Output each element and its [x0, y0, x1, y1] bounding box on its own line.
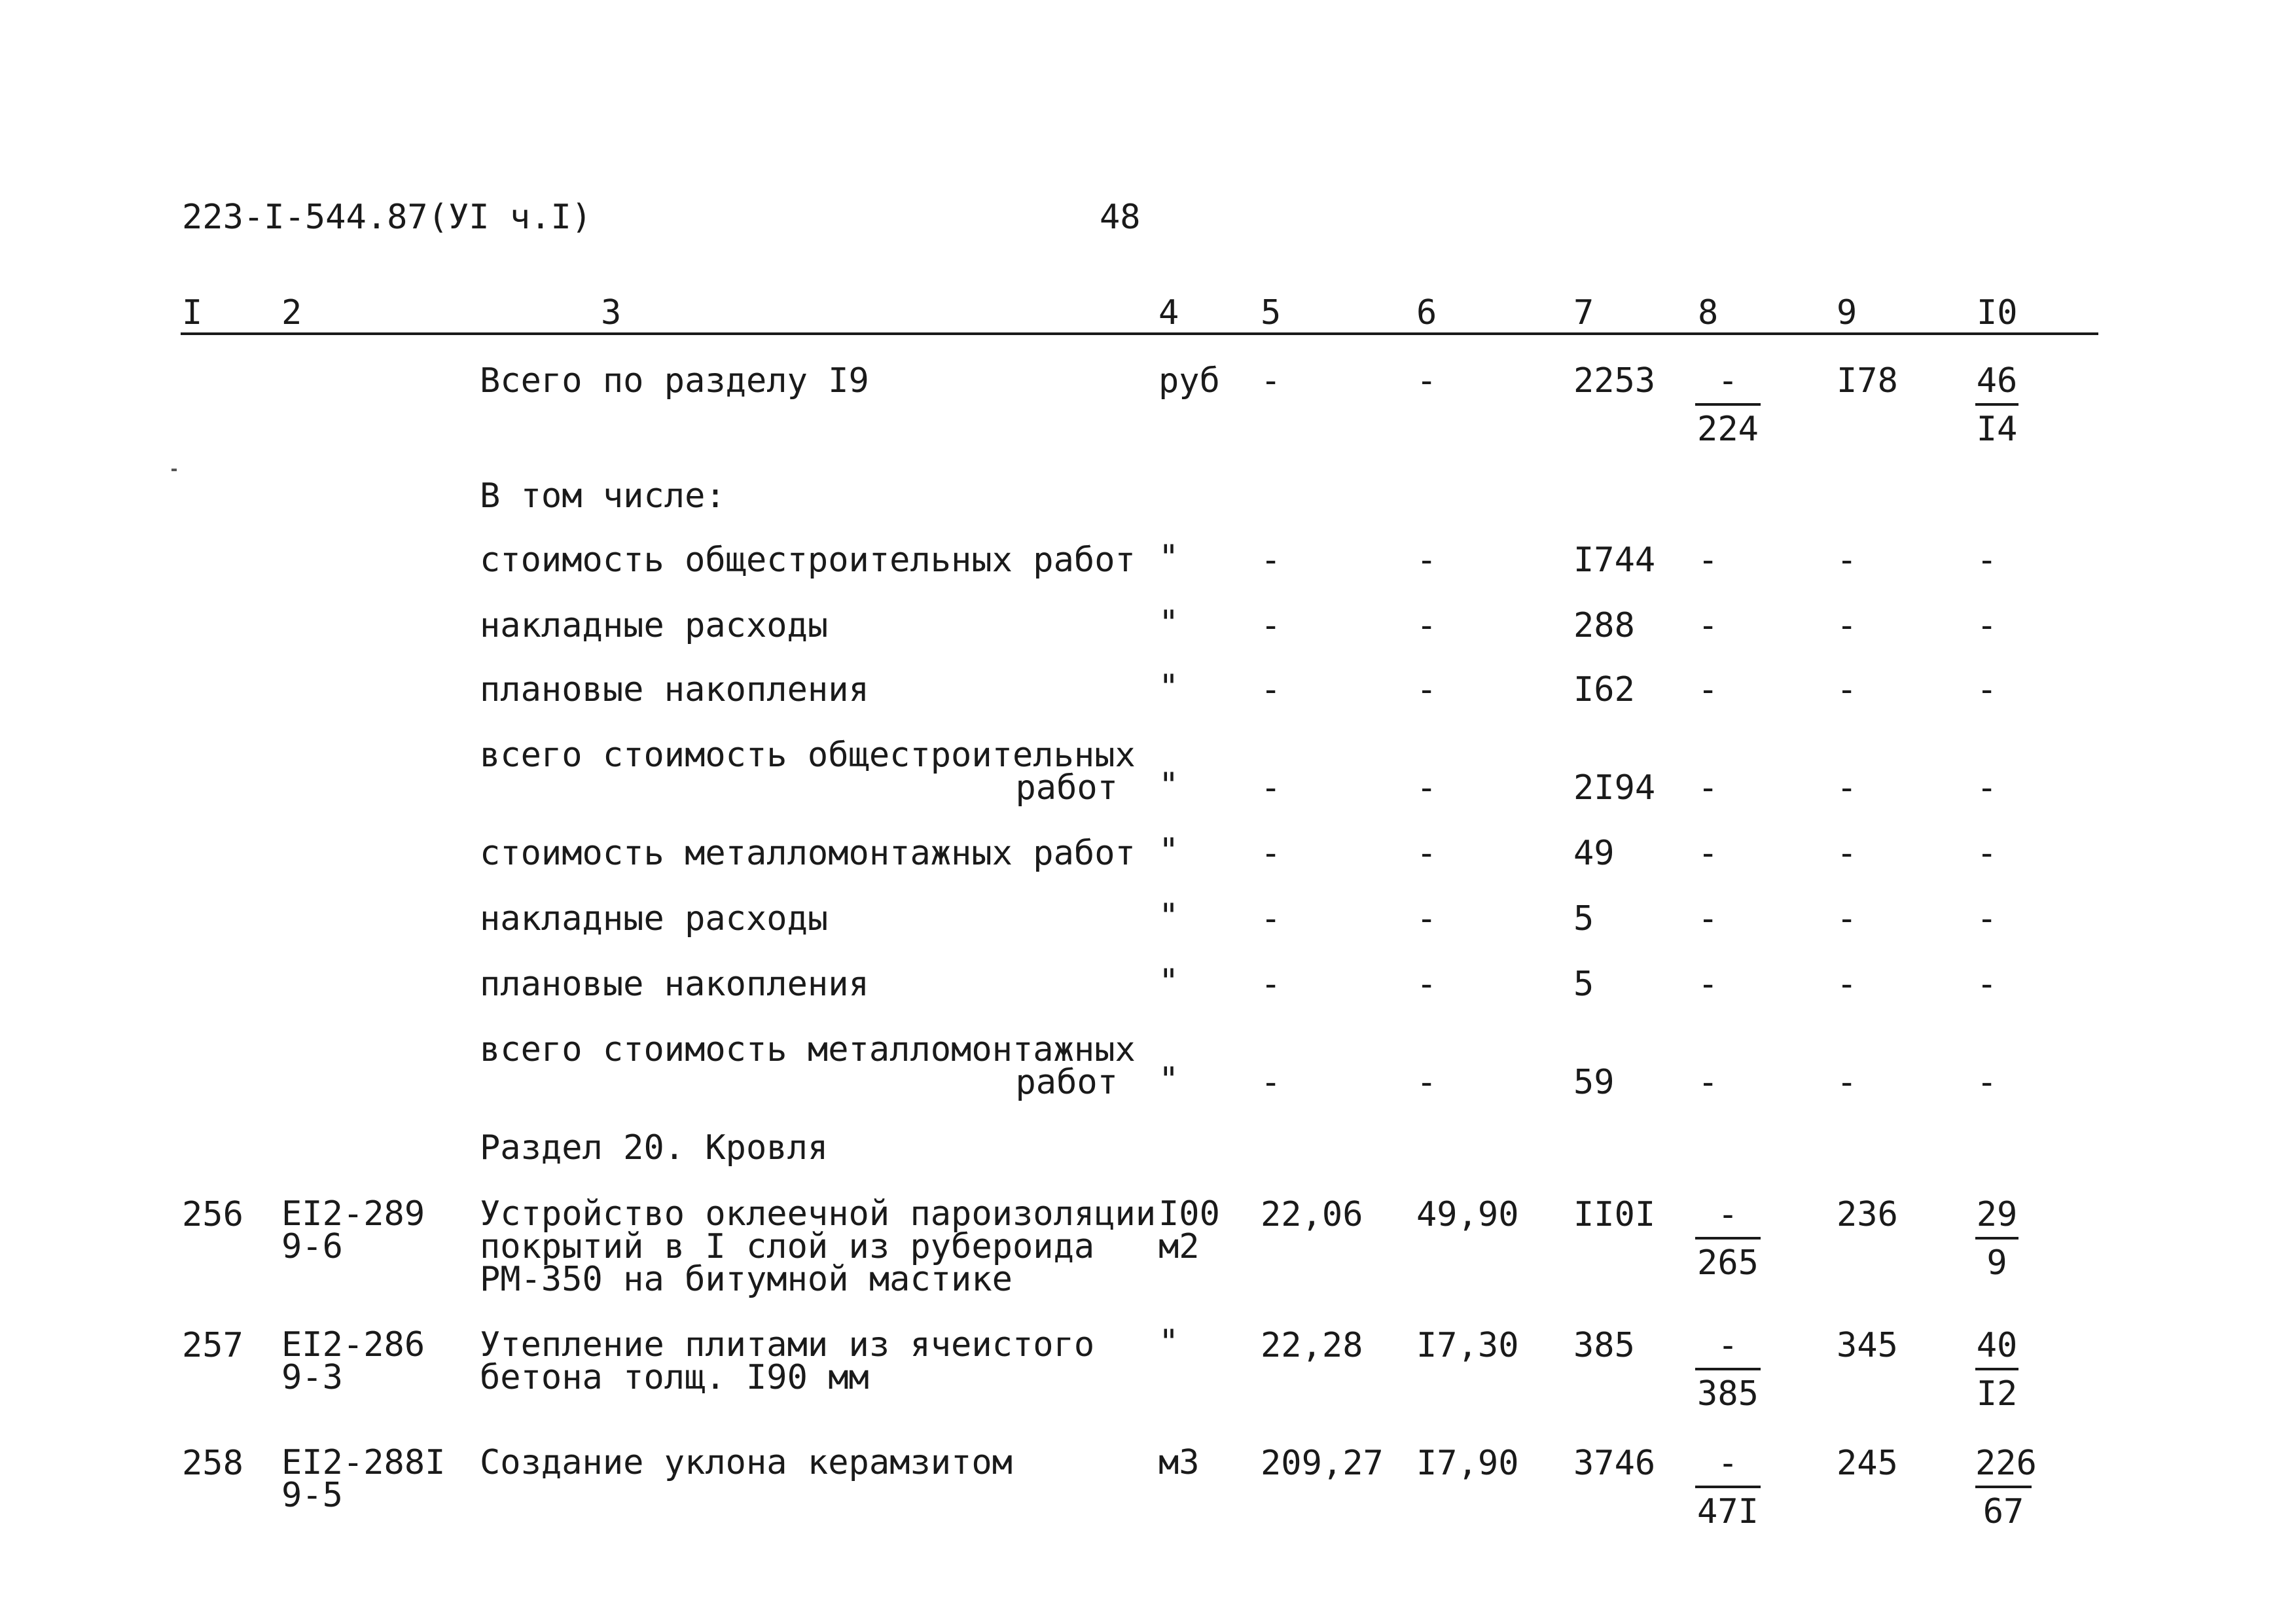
section-title: Раздел 20. Кровля — [480, 1128, 829, 1168]
item-col9: 345 — [1837, 1326, 1898, 1365]
breakdown-col8: - — [1698, 541, 1719, 580]
breakdown-col5: - — [1261, 768, 1282, 808]
item-col10-bottom: I2 — [1976, 1374, 2018, 1414]
item-col10-bottom: 67 — [1982, 1492, 2024, 1531]
item-unit: I00 м2 — [1158, 1194, 1220, 1266]
breakdown-name: стоимость общестроительных работ — [480, 541, 1136, 580]
breakdown-col8: - — [1698, 606, 1719, 645]
breakdown-col7: 5 — [1573, 899, 1594, 938]
item-col8-top: - — [1695, 1329, 1761, 1370]
item-unit: " — [1158, 1323, 1179, 1362]
item-col9: 236 — [1837, 1195, 1898, 1234]
breakdown-col7: 49 — [1573, 834, 1615, 873]
column-header-3: 3 — [601, 293, 622, 332]
breakdown-col6: - — [1416, 768, 1437, 808]
breakdown-col6: - — [1416, 670, 1437, 709]
item-col10-top: 29 — [1975, 1198, 2018, 1240]
summary-col8-fraction — [1695, 361, 1761, 449]
breakdown-col10: - — [1977, 834, 1998, 873]
breakdown-col5: - — [1261, 1063, 1282, 1102]
breakdown-col9: - — [1837, 899, 1857, 938]
breakdown-col7: 288 — [1573, 606, 1635, 645]
breakdown-unit: " — [1158, 538, 1179, 577]
breakdown-name: накладные расходы — [480, 606, 829, 645]
breakdown-col7: 2I94 — [1573, 768, 1656, 808]
column-header-5: 5 — [1261, 293, 1282, 332]
item-col8-fraction — [1695, 1446, 1761, 1529]
breakdown-col10: - — [1977, 541, 1998, 580]
breakdown-col10: - — [1977, 768, 1998, 808]
breakdown-name-line2: работ — [1015, 1063, 1118, 1102]
breakdown-unit: " — [1158, 831, 1179, 870]
item-col5: 22,06 — [1261, 1195, 1363, 1234]
column-header-7: 7 — [1573, 293, 1594, 332]
breakdown-col8: - — [1698, 899, 1719, 938]
column-header-2: 2 — [281, 293, 302, 332]
column-header-4: 4 — [1158, 293, 1179, 332]
breakdown-col6: - — [1416, 541, 1437, 580]
summary-col5: - — [1261, 361, 1282, 401]
summary-col10-bottom: I4 — [1976, 410, 2018, 449]
breakdown-col7: 59 — [1573, 1063, 1615, 1102]
breakdown-name-line1: всего стоимость общестроительных — [480, 736, 1136, 775]
breakdown-name: плановые накопления — [480, 965, 869, 1004]
breakdown-col8: - — [1698, 834, 1719, 873]
item-code: EI2-288I 9-5 — [281, 1443, 446, 1515]
column-header-9: 9 — [1837, 293, 1857, 332]
item-col8-bottom: 47I — [1697, 1492, 1759, 1531]
item-number: 256 — [182, 1195, 243, 1234]
breakdown-name-line2: работ — [1015, 768, 1118, 808]
scan-speck — [171, 469, 177, 471]
summary-col6: - — [1416, 361, 1437, 401]
header-rule — [181, 332, 2098, 335]
item-col10-top: 40 — [1975, 1329, 2018, 1370]
summary-col10-top: 46 — [1975, 364, 2018, 406]
breakdown-col9: - — [1837, 670, 1857, 709]
summary-col8-top: - — [1695, 364, 1761, 406]
item-col8-bottom: 265 — [1697, 1243, 1759, 1283]
item-col8-fraction — [1695, 1195, 1761, 1283]
breakdown-col5: - — [1261, 541, 1282, 580]
item-description: Устройство оклеечной пароизоляции покрытий в I слой из рубероида РМ-350 на битумной мастике — [480, 1194, 1157, 1299]
breakdown-col5: - — [1261, 606, 1282, 645]
breakdown-col8: - — [1698, 768, 1719, 808]
page-number: 48 — [1100, 198, 1141, 237]
breakdown-col6: - — [1416, 606, 1437, 645]
breakdown-col8: - — [1698, 965, 1719, 1004]
item-col5: 22,28 — [1261, 1326, 1363, 1365]
item-col5: 209,27 — [1261, 1444, 1384, 1483]
breakdown-unit: " — [1158, 766, 1179, 805]
breakdown-col5: - — [1261, 965, 1282, 1004]
breakdown-col5: - — [1261, 670, 1282, 709]
item-col6: 49,90 — [1416, 1195, 1519, 1234]
summary-unit: руб — [1158, 361, 1220, 401]
summary-col10-fraction — [1975, 361, 2018, 449]
summary-col7: 2253 — [1573, 361, 1656, 401]
breakdown-col5: - — [1261, 834, 1282, 873]
item-col8-bottom: 385 — [1697, 1374, 1759, 1414]
item-number: 258 — [182, 1444, 243, 1483]
breakdown-name-line1: всего стоимость металломонтажных — [480, 1030, 1136, 1069]
item-code: EI2-286 9-3 — [281, 1325, 425, 1397]
breakdown-col5: - — [1261, 899, 1282, 938]
summary-col8-bottom: 224 — [1697, 410, 1759, 449]
item-col8-fraction — [1695, 1326, 1761, 1414]
breakdown-col10: - — [1977, 899, 1998, 938]
breakdown-name: плановые накопления — [480, 670, 869, 709]
item-col7: 385 — [1573, 1326, 1635, 1365]
breakdown-name: накладные расходы — [480, 899, 829, 938]
breakdown-col6: - — [1416, 899, 1437, 938]
breakdown-col10: - — [1977, 965, 1998, 1004]
breakdown-unit: " — [1158, 962, 1179, 1001]
breakdown-col6: - — [1416, 965, 1437, 1004]
summary-col9: I78 — [1837, 361, 1898, 401]
item-description: Утепление плитами из ячеистого бетона толщ. I90 мм — [480, 1325, 1095, 1397]
item-col6: I7,90 — [1416, 1444, 1519, 1483]
column-header-10: I0 — [1977, 293, 2018, 332]
item-col7: II0I — [1573, 1195, 1656, 1234]
item-description: Создание уклона керамзитом — [480, 1443, 1013, 1482]
breakdown-col9: - — [1837, 768, 1857, 808]
column-header-1: I — [182, 293, 203, 332]
item-col10-fraction — [1975, 1195, 2018, 1283]
breakdown-unit: " — [1158, 897, 1179, 936]
item-unit: м3 — [1158, 1443, 1200, 1482]
item-col10-fraction — [1975, 1444, 2037, 1531]
breakdown-unit: " — [1158, 668, 1179, 707]
breakdown-name: стоимость металломонтажных работ — [480, 834, 1136, 873]
breakdown-col8: - — [1698, 670, 1719, 709]
breakdown-col7: 5 — [1573, 965, 1594, 1004]
breakdown-col10: - — [1977, 606, 1998, 645]
breakdown-unit: " — [1158, 603, 1179, 643]
item-col6: I7,30 — [1416, 1326, 1519, 1365]
document-code: 223-I-544.87(УI ч.I) — [182, 198, 592, 237]
breakdown-col7: I744 — [1573, 541, 1656, 580]
column-header-6: 6 — [1416, 293, 1437, 332]
breakdown-col7: I62 — [1573, 670, 1635, 709]
breakdown-col10: - — [1977, 670, 1998, 709]
breakdown-col9: - — [1837, 541, 1857, 580]
breakdown-col10: - — [1977, 1063, 1998, 1102]
item-col10-top: 226 — [1975, 1446, 2032, 1488]
item-col8-top: - — [1695, 1198, 1761, 1240]
column-header-8: 8 — [1698, 293, 1719, 332]
including-label: В том числе: — [480, 476, 726, 516]
breakdown-col9: - — [1837, 965, 1857, 1004]
item-col10-bottom: 9 — [1986, 1243, 2007, 1283]
breakdown-col9: - — [1837, 1063, 1857, 1102]
breakdown-col9: - — [1837, 834, 1857, 873]
item-code: EI2-289 9-6 — [281, 1194, 425, 1266]
item-col9: 245 — [1837, 1444, 1898, 1483]
breakdown-col6: - — [1416, 1063, 1437, 1102]
summary-title: Всего по разделу I9 — [480, 361, 869, 401]
item-number: 257 — [182, 1326, 243, 1365]
breakdown-unit: " — [1158, 1060, 1179, 1099]
item-col8-top: - — [1695, 1446, 1761, 1488]
breakdown-col9: - — [1837, 606, 1857, 645]
item-col10-fraction — [1975, 1326, 2018, 1414]
item-col7: 3746 — [1573, 1444, 1656, 1483]
breakdown-col6: - — [1416, 834, 1437, 873]
breakdown-col8: - — [1698, 1063, 1719, 1102]
